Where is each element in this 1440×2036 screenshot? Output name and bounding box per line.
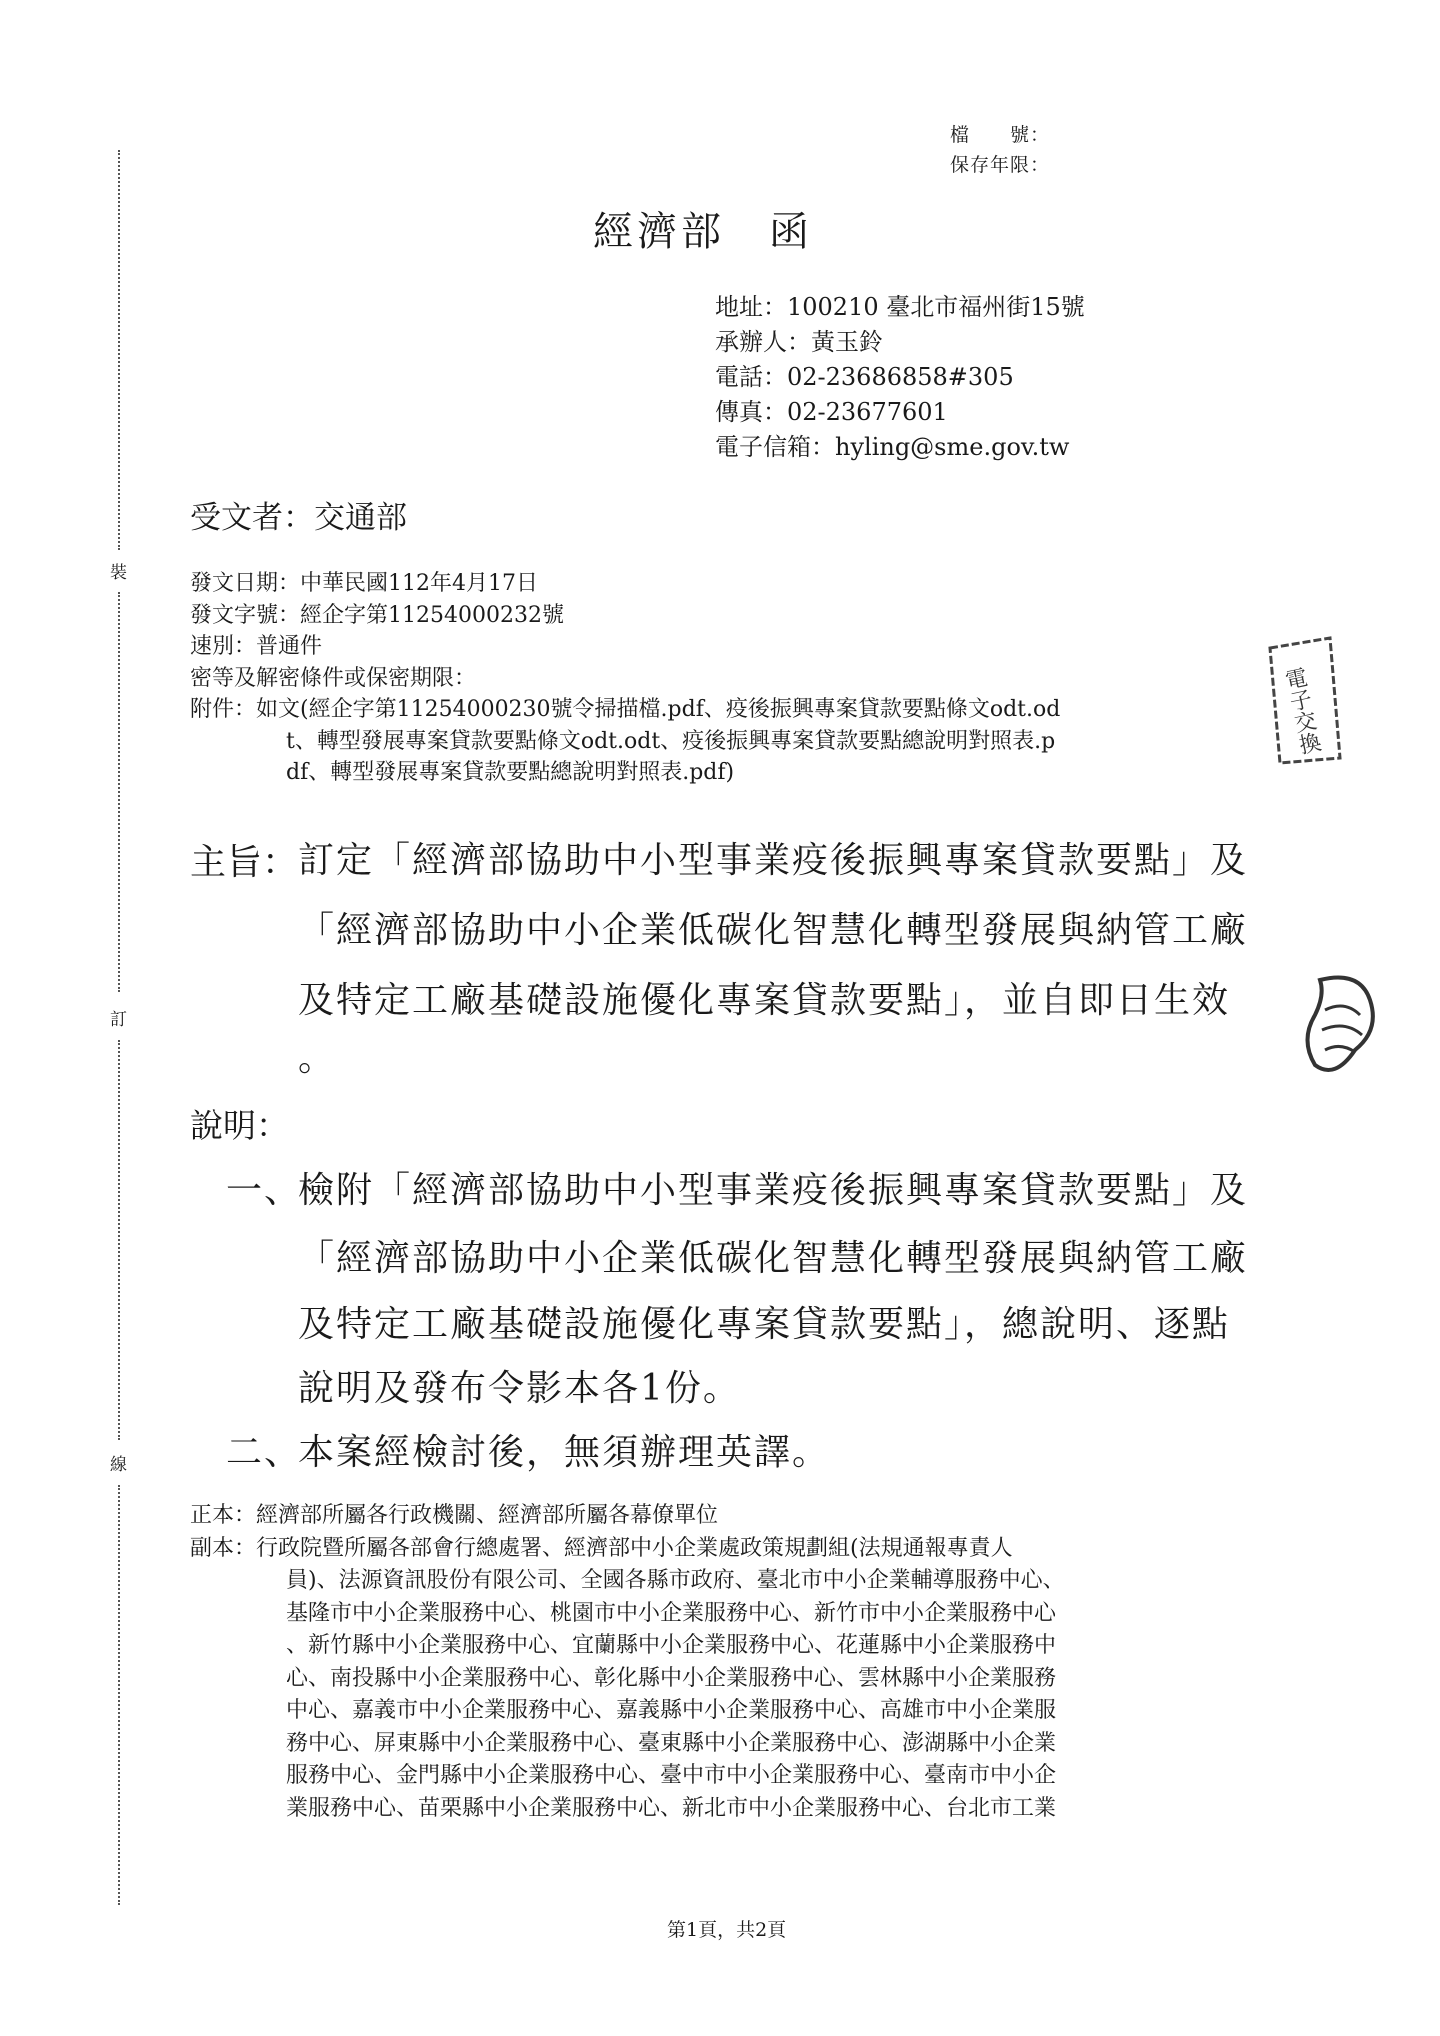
copy-line: 員)、法源資訊股份有限公司、全國各縣市政府、臺北市中小企業輔導服務中心、 [286,1568,1065,1593]
document-meta [190,568,1060,789]
copy-line: 副本：行政院暨所屬各部會行總處署、經濟部中小企業處政策規劃組(法規通報專責人 [190,1535,1013,1561]
seal-mark [1300,970,1390,1090]
copy-line: 服務中心、金門縣中小企業服務中心、臺中市中小企業服務中心、臺南市中小企 [286,1763,1057,1788]
retention-period-label: 保存年限： [950,154,1051,176]
copy-line: 、新竹縣中小企業服務中心、宜蘭縣中小企業服務中心、花蓮縣中小企業服務中 [286,1633,1057,1658]
explanation-item-line: 本案經檢討後，無須辦理英譯。 [298,1432,831,1473]
secrecy-level: 密等及解密條件或保密期限： [190,665,477,691]
copy-line: 中心、嘉義市中小企業服務中心、嘉義縣中小企業服務中心、高雄市中小企業服 [286,1698,1057,1723]
speed-class: 速別：普通件 [190,634,323,659]
copy-line: 基隆市中小企業服務中心、桃園市中小企業服務中心、新竹市中小企業服務中心 [286,1600,1057,1626]
attachment-line: 附件：如文(經企字第11254000230號令掃描檔.pdf、疫後振興專案貸款要點條文odt.od [190,697,1061,722]
attachment-line: df、轉型發展專案貸款要點總說明對照表.pdf) [286,760,735,785]
subject-line: 。 [298,1038,337,1079]
document-number: 發文字號：經企字第11254000232號 [190,602,564,628]
document-title: 經濟部 函 [593,209,813,255]
binding-margin-label-xian: 線 [110,1455,127,1475]
original-recipients: 正本：經濟部所屬各行政機關、經濟部所屬各幕僚單位 [190,1503,719,1528]
copy-line: 心、南投縣中小企業服務中心、彰化縣中小企業服務中心、雲林縣中小企業服務 [286,1665,1057,1691]
subject-line: 「經濟部協助中小企業低碳化智慧化轉型發展與納管工廠 [298,910,1249,951]
binding-margin-label-ding: 訂 [110,1010,127,1030]
fax: 傳真：02-23677601 [715,398,948,426]
binding-margin-line-lower [118,1040,120,1440]
binding-margin-line-top [118,150,120,550]
contact-block [715,290,1085,465]
binding-margin-line-bottom [118,1485,120,1905]
attachment-line: t、轉型發展專案貸款要點條文odt.odt、疫後振興專案貸款要點總說明對照表.p [286,728,1056,754]
subject-line: 訂定「經濟部協助中小型事業疫後振興專案貸款要點」及 [298,840,1249,881]
copy-line: 業服務中心、苗栗縣中小企業服務中心、新北市中小企業服務中心、台北市工業 [286,1795,1057,1821]
address: 地址：100210 臺北市福州街15號 [715,293,1085,321]
file-number-label: 檔 號： [950,124,1051,146]
explanation-item-line: 及特定工廠基礎設施優化專案貸款要點」，總說明、逐點 [298,1304,1231,1345]
explanation-label: 說明： [190,1106,289,1145]
explanation-item-number: 一、 [226,1170,303,1211]
subject-line: 及特定工廠基礎設施優化專案貸款要點」，並自即日生效 [298,980,1231,1021]
recipient: 受文者：交通部 [190,500,407,536]
binding-margin-line-middle [118,592,120,992]
file-info [950,120,1050,180]
phone: 電話：02-23686858#305 [715,363,1014,391]
handler: 承辦人：黃玉鈴 [715,328,883,356]
distribution-block [190,1500,1065,1825]
email: 電子信箱：hyling@sme.gov.tw [715,433,1070,461]
binding-margin-label-zhuang: 裝 [110,563,127,583]
copy-line: 務中心、屏東縣中小企業服務中心、臺東縣中小企業服務中心、澎湖縣中小企業 [286,1730,1057,1756]
issue-date: 發文日期：中華民國112年4月17日 [190,571,538,596]
explanation-item-line: 「經濟部協助中小企業低碳化智慧化轉型發展與納管工廠 [298,1238,1249,1279]
subject-label: 主旨： [190,842,299,883]
explanation-item-line: 說明及發布令影本各1份。 [298,1368,741,1409]
page-number: 第1頁，共2頁 [667,1919,787,1941]
stamp-text: 電子交換 [1279,665,1323,757]
explanation-item-number: 二、 [226,1432,303,1473]
explanation-item-line: 檢附「經濟部協助中小型事業疫後振興專案貸款要點」及 [298,1170,1249,1211]
electronic-exchange-stamp [1260,628,1350,768]
